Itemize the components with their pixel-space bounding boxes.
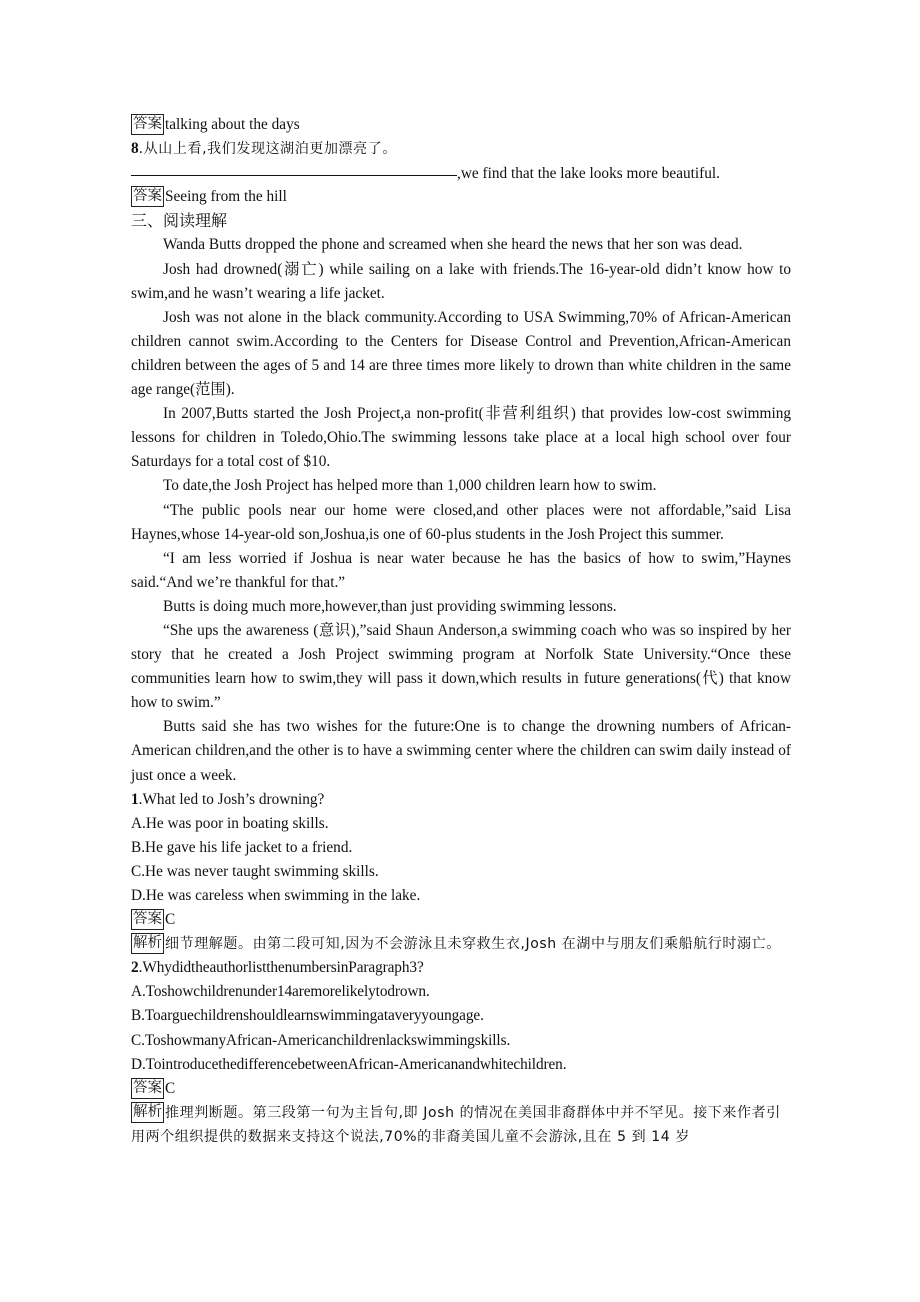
question-1-option-b: B.He gave his life jacket to a friend. [131,838,353,856]
question-8-text: .从山上看,我们发现这湖泊更加漂亮了。 [138,141,397,158]
answer-7-row [131,113,791,137]
question-2-stem: .WhydidtheauthorlistthenumbersinParagraph3? [138,959,424,977]
question-1-answer: C [165,911,176,929]
question-2-analysis-row [131,1101,791,1149]
question-2-number: 2 [131,959,139,977]
passage-paragraph-4: In 2007,Butts started the Josh Project,a non-profit(非营利组织) that provides low-cost swimming lessons for children in Toledo,Ohio.The swimming lessons take place at a local high school over four Saturdays for a total cost of $10. [131,405,791,471]
passage-paragraph-1: Wanda Butts dropped the phone and screamed when she heard the news that her son was dead. [163,236,743,254]
question-2-option-c: C.ToshowmanyAfrican-Americanchildrenlackswimmingskills. [131,1031,511,1049]
question-1-option-a: A.He was poor in boating skills. [131,814,329,832]
question-1-answer-row [131,908,791,932]
question-1-option-d: D.He was careless when swimming in the lake. [131,887,421,904]
question-2-answer: C [165,1079,176,1097]
question-1 [131,788,791,957]
question-1-analysis-row [131,932,791,956]
question-2-analysis: 推理判断题。第三段第一句为主旨句,即 Josh 的情况在美国非裔群体中并不罕见。接下来作者引用两个组织提供的数据来支持这个说法,70%的非裔美国儿童不会游泳,且在 5 到 14 岁 [131,1104,781,1145]
analysis-label: 解析 [131,1102,164,1123]
section-title: 三、阅读理解 [131,211,228,231]
question-2 [131,956,791,1149]
passage-paragraph-10: Butts said she has two wishes for the future:One is to change the drowning numbers of African-American children,and the other is to have a swimming center where the children can swim daily instead of just once a week. [131,718,791,784]
question-1-stem-row [131,788,791,812]
passage-paragraph-5: To date,the Josh Project has helped more than 1,000 children learn how to swim. [163,477,657,495]
answer-label: 答案 [131,186,164,207]
answer-label: 答案 [131,114,164,135]
question-1-analysis: 细节理解题。由第二段可知,因为不会游泳且未穿救生衣,Josh 在湖中与朋友们乘船航行时溺亡。 [165,936,781,953]
question-1-number: 1 [131,790,139,808]
analysis-label: 解析 [131,933,164,954]
question-8 [131,137,791,161]
answer-7-text: talking about the days [165,116,300,133]
question-2-option-a: A.Toshowchildrenunder14aremorelikelytodrown. [131,983,430,1001]
question-8-sentence-text: ,we find that the lake looks more beautiful. [457,165,720,183]
answer-label: 答案 [131,1078,164,1099]
passage-paragraph-7: “I am less worried if Joshua is near water because he has the basics of how to swim,”Haynes said.“And we’re thankful for that.” [131,549,791,591]
answer-8-text: Seeing from the hill [165,188,287,206]
question-2-answer-row [131,1077,791,1101]
question-1-option-c: C.He was never taught swimming skills. [131,862,379,880]
question-8-number: 8 [131,140,139,158]
passage-paragraph-9: “She ups the awareness (意识),”said Shaun Anderson,a swimming coach who was so inspired by her story that he created a Josh Project swimming program at Norfolk State University.“Once these communities learn how to swim,they will pass it down,which results in future generations(代) that know how to swim.” [131,621,791,712]
passage-paragraph-6: “The public pools near our home were closed,and other places were not affordable,”said Lisa Haynes,whose 14-year-old son,Joshua,is one of 60-plus students in the Josh Project this summer. [131,501,791,543]
passage-paragraph-8: Butts is doing much more,however,than just providing swimming lessons. [163,597,617,615]
reading-passage [131,233,791,787]
question-2-option-d: D.TointroducethedifferencebetweenAfrican-Americanandwhitechildren. [131,1055,567,1073]
answer-8-row [131,185,791,209]
passage-paragraph-3: Josh was not alone in the black community.According to USA Swimming,70% of African-American children cannot swim.According to the Centers for Disease Control and Prevention,African-American children between the ages of 5 and 14 are three times more likely to drown than white children in the same age range(范围). [131,308,791,399]
answer-label: 答案 [131,909,164,930]
question-1-stem: .What led to Josh’s drowning? [138,790,325,808]
question-8-sentence [131,161,791,185]
question-2-stem-row [131,956,791,980]
question-2-option-b: B.Toarguechildrenshouldlearnswimmingataveryyoungage. [131,1007,484,1025]
fill-blank-line [131,161,457,176]
passage-paragraph-2: Josh had drowned(溺亡) while sailing on a lake with friends.The 16-year-old didn’t know how to swim,and he wasn’t wearing a life jacket. [131,260,791,302]
document-page [131,113,791,1149]
